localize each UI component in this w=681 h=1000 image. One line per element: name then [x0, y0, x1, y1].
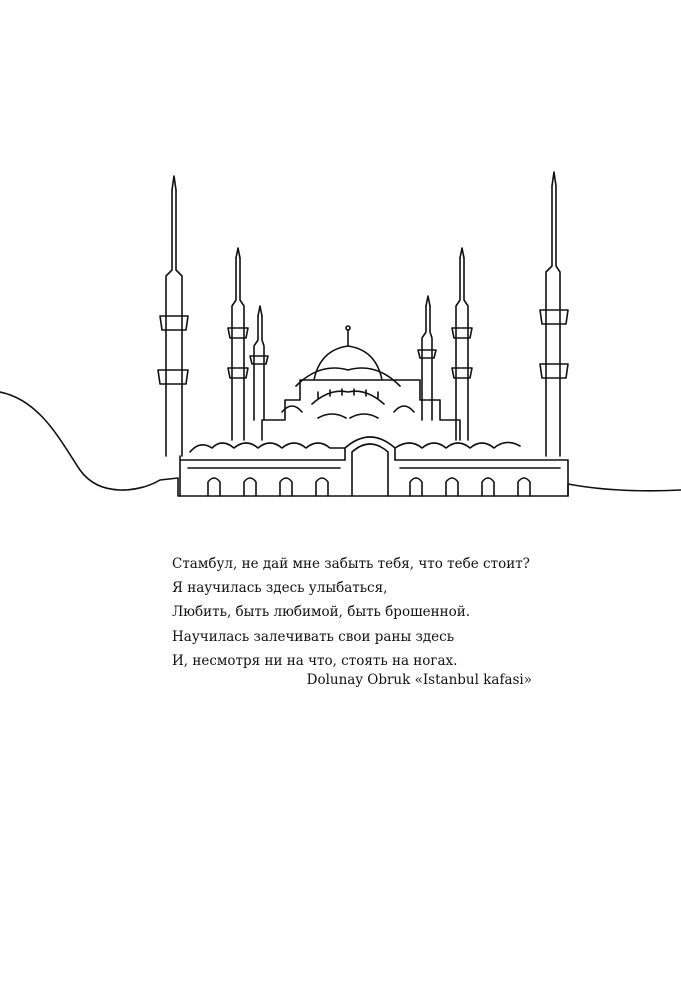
minaret-left-short: [250, 306, 268, 420]
wall-arches: [208, 478, 530, 496]
main-dome: [314, 346, 382, 380]
mosque-main-body: [262, 380, 460, 440]
courtyard-domes: [190, 442, 520, 452]
half-domes: [282, 368, 414, 418]
minaret-right-short: [418, 296, 436, 420]
poem-attribution: Dolunay Obruk «Istanbul kafasi»: [306, 672, 532, 688]
minaret-right-medium: [452, 248, 472, 440]
minaret-left-tall: [158, 176, 188, 456]
poem-line: Любить, быть любимой, быть брошенной.: [172, 604, 471, 621]
flowing-ground-line: [0, 392, 681, 496]
minaret-right-tall: [540, 172, 568, 456]
poem-line: Я научилась здесь улыбаться,: [172, 580, 388, 597]
poem-line: И, несмотря ни на что, стоять на ногах.: [172, 652, 458, 669]
minaret-left-medium: [228, 248, 248, 440]
central-gate: [345, 437, 395, 496]
poem-line: Стамбул, не дай мне забыть тебя, что тебе стоит?: [172, 556, 530, 572]
mosque-base-wall: [180, 456, 568, 496]
poem: [172, 552, 552, 673]
poem-line: Научилась залечивать свои раны здесь: [172, 628, 455, 645]
